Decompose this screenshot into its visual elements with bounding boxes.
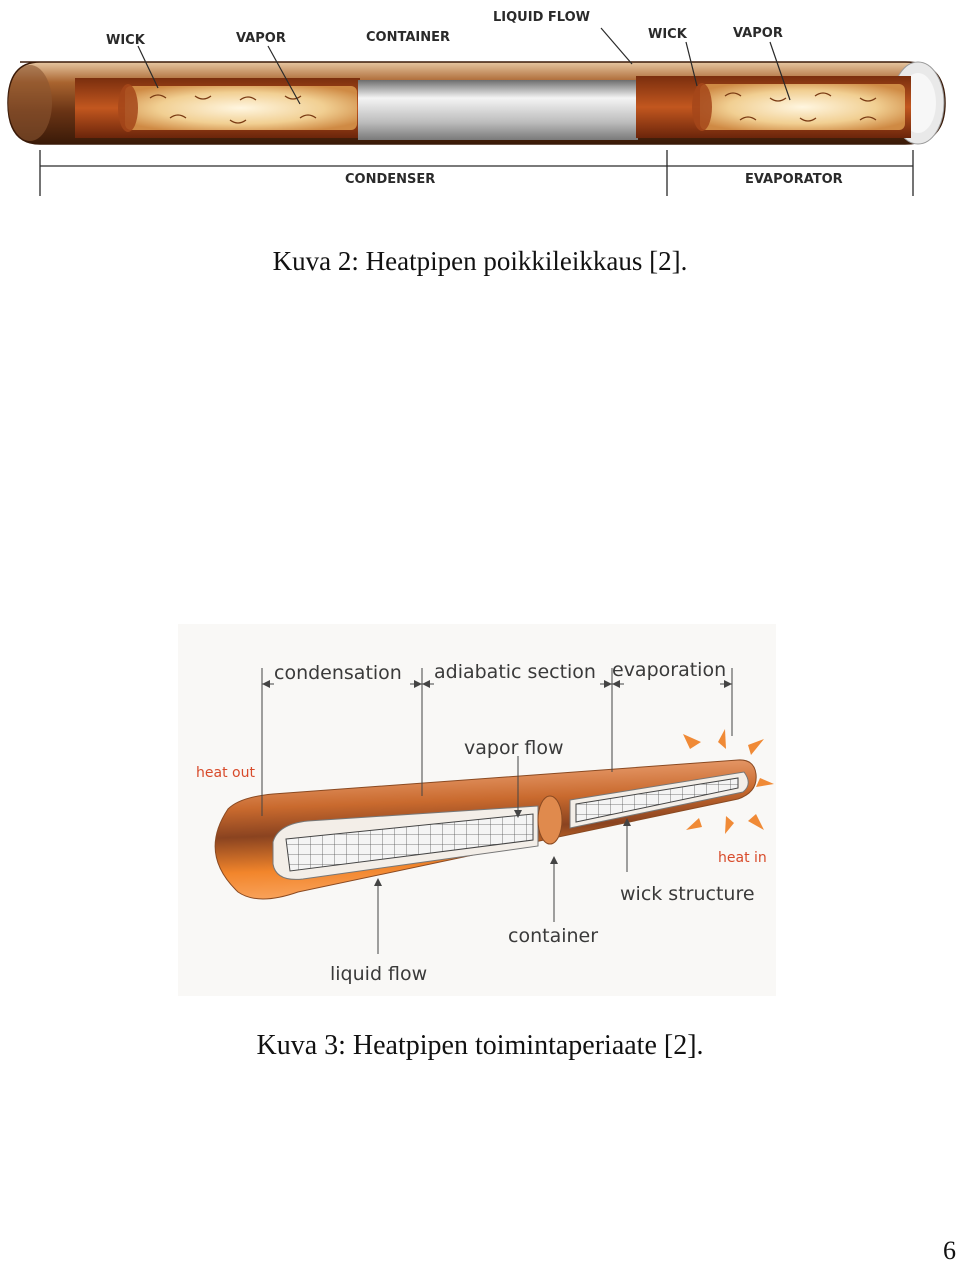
label-vapor-flow: vapor flow: [464, 737, 564, 759]
label-heat-in: heat in: [718, 850, 767, 866]
label-heat-out: heat out: [196, 765, 255, 781]
label-condenser: CONDENSER: [345, 172, 436, 187]
page-number: 6: [943, 1236, 956, 1265]
label-wick-left: WICK: [106, 33, 145, 48]
label-vapor-left: VAPOR: [236, 31, 286, 46]
label-evaporation: evaporation: [612, 659, 727, 681]
heatpipe-cross-section-figure: [0, 0, 960, 215]
label-evaporator: EVAPORATOR: [745, 172, 843, 187]
figure-3-caption: Kuva 3: Heatpipen toimintaperiaate [2].: [256, 1030, 704, 1061]
label-vapor-right: VAPOR: [733, 26, 783, 41]
label-container: CONTAINER: [366, 30, 450, 45]
label-adiabatic-section: adiabatic section: [434, 661, 596, 683]
label-condensation: condensation: [274, 662, 402, 684]
label-wick-right: WICK: [648, 27, 687, 42]
label-container: container: [508, 925, 599, 947]
heatpipe-operating-principle-figure: [178, 624, 776, 996]
figure-2-caption: Kuva 2: Heatpipen poikkileikkaus [2].: [272, 246, 688, 276]
label-liquid-flow: LIQUID FLOW: [493, 10, 590, 25]
label-liquid-flow: liquid flow: [330, 963, 428, 985]
label-wick-structure: wick structure: [620, 883, 755, 905]
